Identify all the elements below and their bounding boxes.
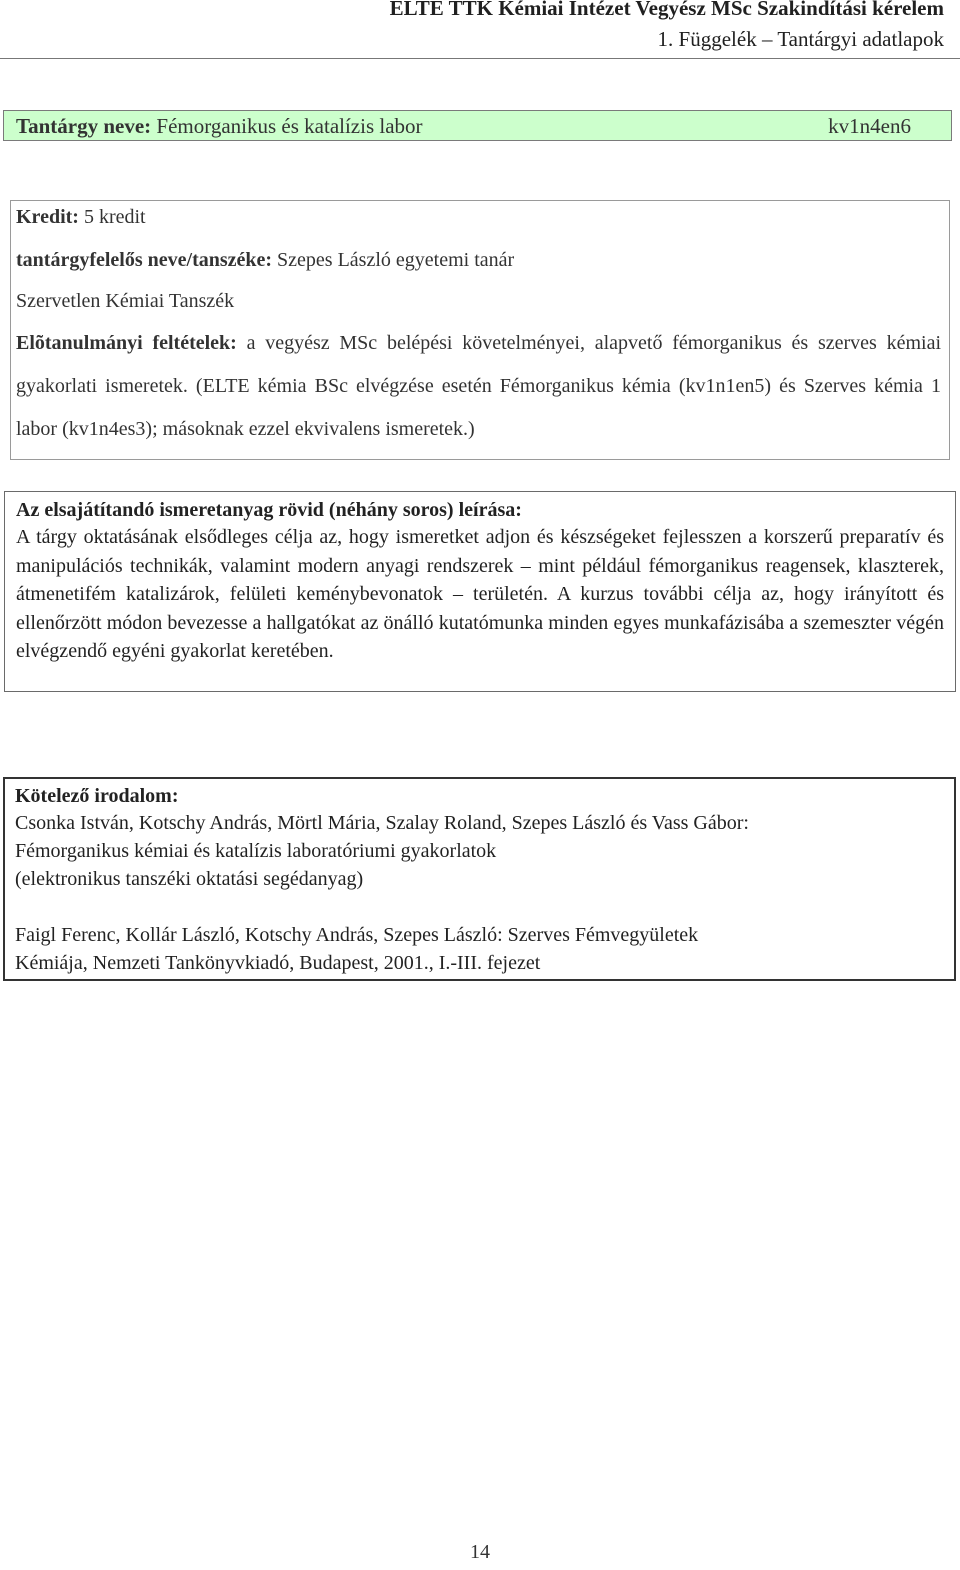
credit-line (16, 206, 146, 229)
prereq-label: Elõtanulmányi feltételek: (16, 332, 237, 354)
credit-value: 5 kredit (83, 206, 146, 228)
subject-name-label: Tantárgy neve: (16, 114, 152, 138)
responsible-line (16, 249, 514, 272)
summary-box (4, 491, 956, 692)
responsible-value: Szepes László egyetemi tanár (277, 249, 515, 271)
details-box (10, 200, 950, 460)
subject-code: kv1n4en6 (828, 114, 911, 138)
literature-line: Csonka István, Kotschy András, Mörtl Mária, Szalay Roland, Szepes László és Vass Gábor: (15, 812, 749, 834)
prereq-value: a vegyész MSc belépési követelményei, alapvető fémorganikus és szerves kémiai gyakorlati ismeretek. (ELTE kémia BSc elvégzése esetén Fémorganikus kémia (kv1n1en5) és Szerves kémia 1 labor (kv1n4es3); másoknak ezzel ekvivalens ismeretek.) (16, 332, 942, 440)
literature-heading: Kötelező irodalom: (15, 785, 179, 807)
summary-heading: Az elsajátítandó ismeretanyag rövid (néhány soros) leírása: (16, 499, 522, 521)
literature-box (3, 777, 956, 981)
responsible-label: tantárgyfelelős neve/tanszéke: (16, 249, 273, 271)
literature-line: Kémiája, Nemzeti Tankönyvkiadó, Budapest, 2001., I.-III. fejezet (15, 952, 541, 974)
subject-name (16, 114, 423, 139)
literature-line: (elektronikus tanszéki oktatási segédanyag) (15, 868, 364, 890)
page-number: 14 (470, 1541, 490, 1563)
literature-line: Fémorganikus kémiai és katalízis laboratóriumi gyakorlatok (15, 840, 497, 862)
doc-header-title: ELTE TTK Kémiai Intézet Vegyész MSc Szakindítási kérelem (389, 0, 944, 20)
doc-header-subtitle: 1. Függelék – Tantárgyi adatlapok (657, 27, 944, 51)
header-rule (0, 58, 960, 59)
literature-line: Faigl Ferenc, Kollár László, Kotschy András, Szepes László: Szerves Fémvegyületek (15, 924, 699, 946)
department: Szervetlen Kémiai Tanszék (16, 290, 235, 312)
summary-text: A tárgy oktatásának elsődleges célja az, hogy ismeretket adjon és készségeket fejlesszen a korszerű preparatív és manipulációs technikák, valamint modern anyagi rendszerek – mint például fémorganikus reagensek, klaszterek, átmenetifém katalizárok, felületi keménybevonatok – területén. A kurzus további célja az, hogy irányított és ellenőrzött módon bevezesse a hallgatókat az önálló kutatómunka minden egyes munkafázisába a szemeszter végén elvégzendő egyéni gyakorlat keretében. (16, 526, 944, 662)
subject-bar (3, 110, 952, 141)
credit-label: Kredit: (16, 206, 79, 228)
prerequisites (16, 322, 941, 451)
subject-name-value: Fémorganikus és katalízis labor (156, 114, 423, 138)
